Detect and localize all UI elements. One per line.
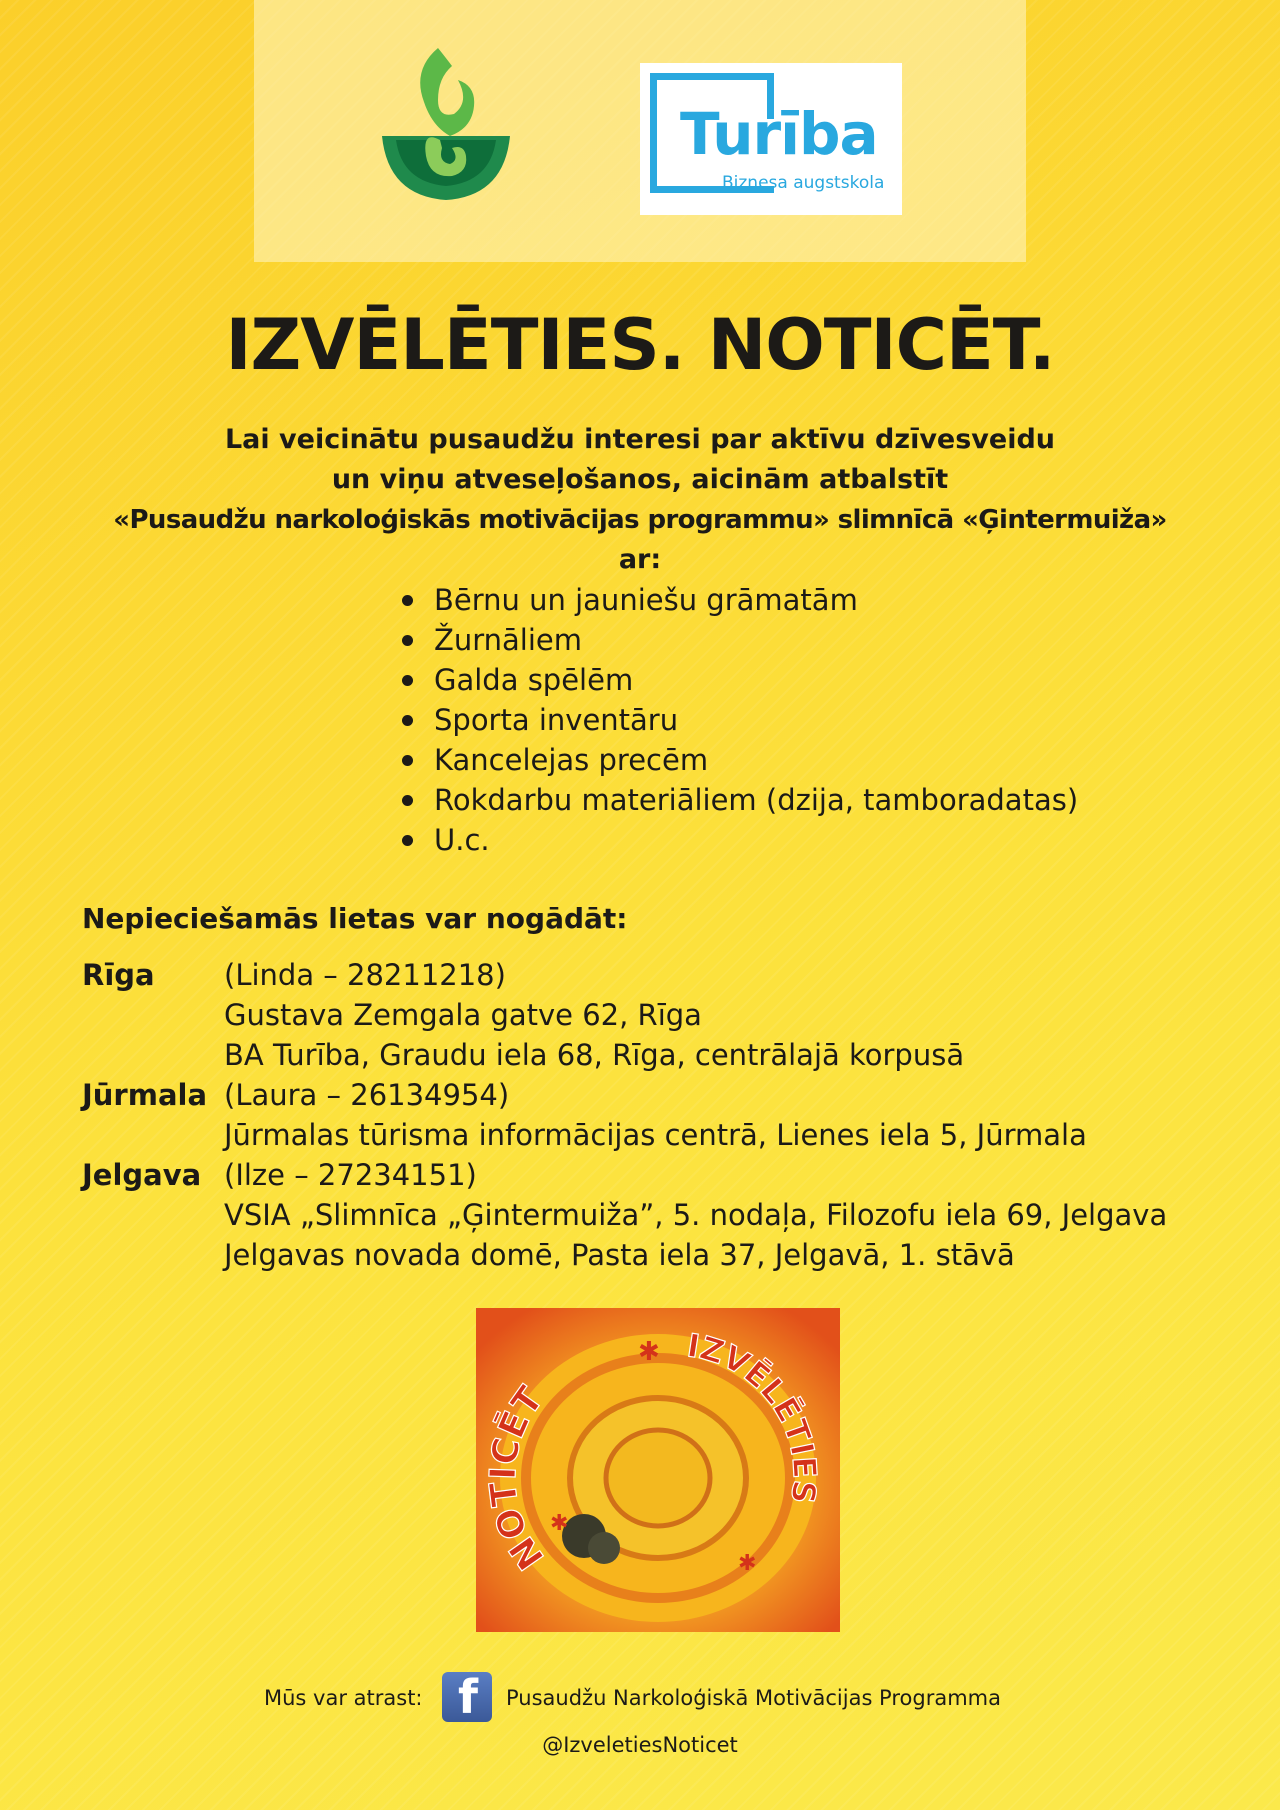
intro-text [0, 420, 1280, 580]
location-city: Jūrmala [82, 1078, 208, 1112]
star-icon: ✱ [738, 1551, 757, 1576]
list-item: U.c. [398, 820, 1078, 860]
list-item: Bērnu un jauniešu grāmatām [398, 580, 1078, 620]
location-line: (Laura – 26134954) [224, 1078, 510, 1112]
list-item: Žurnāliem [398, 620, 1078, 660]
location-line: (Ilze – 27234151) [224, 1158, 477, 1192]
star-icon: ✱ [638, 1337, 660, 1367]
facebook-icon[interactable]: f [442, 1672, 492, 1722]
location-city: Rīga [82, 958, 155, 992]
social-handle-text[interactable]: @IzveletiesNoticet [542, 1733, 738, 1757]
delivery-title: Nepieciešamās lietas var nogādāt: [82, 902, 628, 935]
location-line: Jelgavas novada domē, Pasta iela 37, Jelgavā, 1. stāvā [224, 1238, 1015, 1272]
footer-label: Mūs var atrast: [264, 1686, 423, 1710]
green-flame-bowl-icon [378, 44, 514, 204]
donation-items-list [398, 580, 1078, 860]
location-line: BA Turība, Graudu iela 68, Rīga, centrālajā korpusā [224, 1038, 965, 1072]
intro-line: Lai veicinātu pusaudžu interesi par aktīvu dzīvesveidu [224, 424, 1056, 455]
list-item: Sporta inventāru [398, 700, 1078, 740]
intro-line: «Pusaudžu narkoloģiskās motivācijas programmu» slimnīcā «Ģintermuiža» [113, 505, 1167, 535]
list-item: Galda spēlēm [398, 660, 1078, 700]
turiba-logo [640, 63, 902, 215]
artwork-word-left: NOTICĒT [482, 1379, 553, 1577]
location-line: Gustava Zemgala gatve 62, Rīga [224, 998, 702, 1032]
location-city: Jelgava [82, 1158, 202, 1192]
social-handle[interactable] [0, 1733, 1280, 1757]
turiba-logo-name: Turība [680, 100, 878, 168]
turiba-logo-subtitle: Biznesa augstskola [722, 173, 885, 193]
intro-line: ar: [618, 544, 662, 575]
page-title: IZVĒLĒTIES. NOTICĒT. [225, 304, 1055, 386]
list-item: Kancelejas precēm [398, 740, 1078, 780]
intro-line: un viņu atveseļošanos, aicinām atbalstīt [331, 464, 949, 495]
location-line: VSIA „Slimnīca „Ģintermuiža”, 5. nodaļa, Filozofu iela 69, Jelgava [224, 1198, 1168, 1232]
star-icon: ✱ [550, 1511, 569, 1536]
program-artwork [476, 1308, 840, 1632]
location-line: (Linda – 28211218) [224, 958, 506, 992]
location-line: Jūrmalas tūrisma informācijas centrā, Lienes iela 5, Jūrmala [224, 1118, 1087, 1152]
facebook-page-link[interactable]: Pusaudžu Narkoloģiskā Motivācijas Programma [506, 1686, 1001, 1710]
list-item: Rokdarbu materiāliem (dzija, tamboradatas) [398, 780, 1078, 820]
artwork-word-right: IZVĒLĒTIES [684, 1326, 825, 1506]
